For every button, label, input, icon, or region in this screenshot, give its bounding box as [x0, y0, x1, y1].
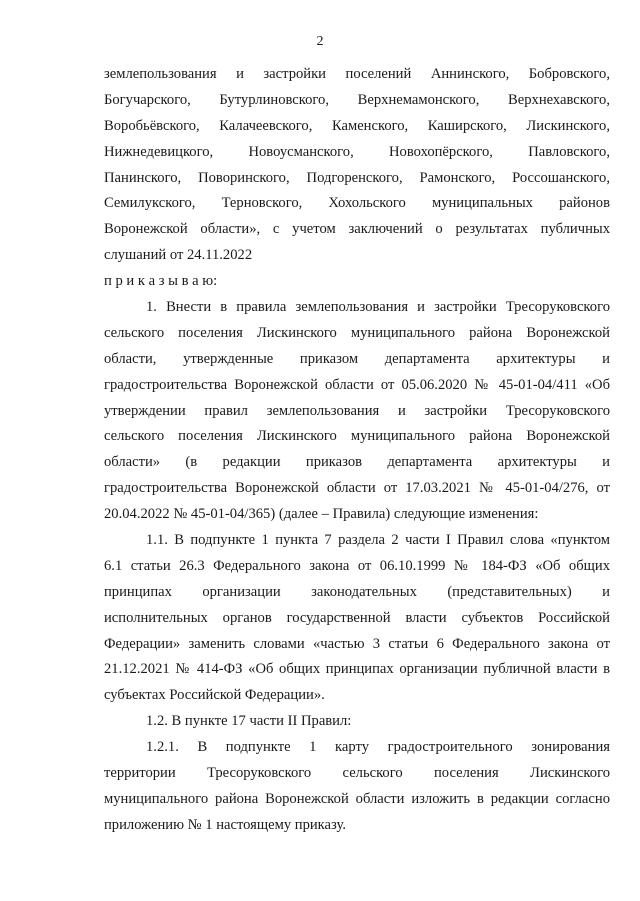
body-line: Федерации» заменить словами «частью 3 статьи 6 Федерального закона от — [104, 635, 610, 652]
body-line: Панинского, Поворинского, Подгоренского, Рамонского, Россошанского, — [104, 169, 610, 186]
paragraph-1-start: 1. Внести в правила землепользования и застройки Тресоруковского — [146, 299, 610, 316]
body-line: землепользования и застройки поселений Аннинского, Бобровского, — [104, 66, 610, 82]
body-line: градостроительства Воронежской области от 05.06.2020 № 45-01-04/411 «Об — [104, 376, 610, 393]
body-line: исполнительных органов государственной власти субъектов Российской — [104, 609, 610, 626]
body-line: Богучарского, Бутурлиновского, Верхнемамонского, Верхнехавского, — [104, 91, 610, 108]
body-line: сельского поселения Лискинского муниципального района Воронежской — [104, 324, 610, 341]
body-line: приложению № 1 настоящему приказу. — [104, 816, 346, 833]
body-line: принципах организации законодательных (представительных) и — [104, 583, 610, 600]
order-word: п р и к а з ы в а ю: — [104, 273, 218, 290]
body-line: муниципального района Воронежской области изложить в редакции согласно — [104, 790, 610, 807]
paragraph-1-2-1-start: 1.2.1. В подпункте 1 карту градостроительного зонирования — [146, 739, 610, 756]
body-line: Нижнедевицкого, Новоусманского, Новохопёрского, Павловского, — [104, 143, 610, 160]
hearing-date-line: слушаний от 24.11.2022 — [104, 247, 253, 264]
body-line: градостроительства Воронежской области от 17.03.2021 № 45-01-04/276, от — [104, 480, 610, 497]
body-line: 6.1 статьи 26.3 Федерального закона от 06.10.1999 № 184-ФЗ «Об общих — [104, 557, 610, 574]
body-line: сельского поселения Лискинского муниципального района Воронежской — [104, 428, 610, 445]
document-body — [104, 62, 610, 839]
body-line: 21.12.2021 № 414-ФЗ «Об общих принципах организации публичной власти в — [104, 661, 610, 678]
body-line: утверждении правил землепользования и застройки Тресоруковского — [104, 402, 610, 419]
body-line: области, утвержденные приказом департамента архитектуры и — [104, 350, 610, 367]
body-line: Воробьёвского, Калачеевского, Каменского, Каширского, Лискинского, — [104, 117, 610, 134]
paragraph-1-1-start: 1.1. В подпункте 1 пункта 7 раздела 2 части I Правил слова «пунктом — [146, 532, 610, 549]
page-number: 2 — [316, 34, 324, 49]
paragraph-1-2: 1.2. В пункте 17 части II Правил: — [146, 713, 352, 730]
body-line: Семилукского, Терновского, Хохольского муниципальных районов — [104, 195, 610, 212]
body-line: области» (в редакции приказов департамента архитектуры и — [104, 454, 610, 471]
body-line: Воронежской области», с учетом заключений о результатах публичных — [104, 221, 610, 238]
body-line: 20.04.2022 № 45-01-04/365) (далее – Правила) следующие изменения: — [104, 506, 539, 523]
body-line: территории Тресоруковского сельского поселения Лискинского — [104, 765, 610, 782]
body-line: субъектах Российской Федерации». — [104, 687, 325, 704]
